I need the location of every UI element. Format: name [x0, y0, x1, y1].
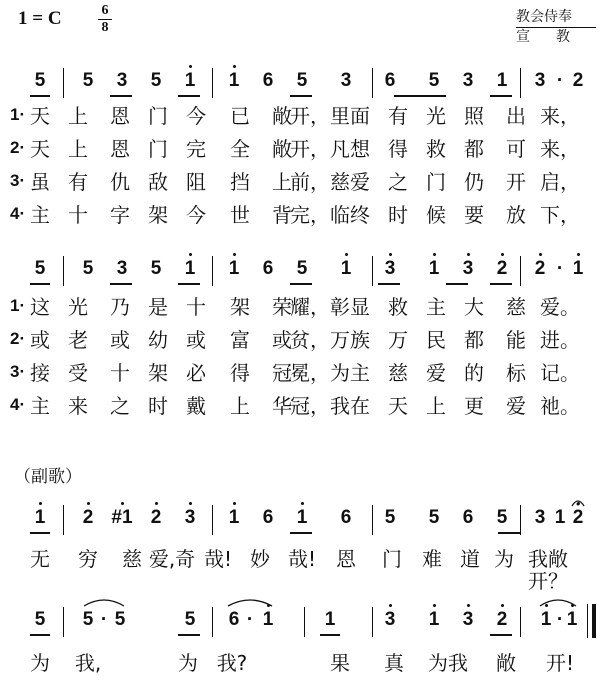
- lyric-char: 字: [110, 203, 130, 227]
- lyric-char: 华: [272, 394, 292, 418]
- lyric-char: 照: [464, 104, 484, 128]
- section3-note-9: 5: [384, 507, 396, 528]
- lyric-char: 的: [464, 361, 484, 385]
- lyric-char: 前，慈: [290, 170, 350, 194]
- lyric-char: 开，凡: [290, 137, 350, 161]
- lyric-char: 更: [464, 394, 484, 418]
- lyric-char: 贫，万: [290, 328, 350, 352]
- section3-note-5: 1: [228, 507, 240, 528]
- lyric-char: 门: [148, 104, 168, 128]
- lyric-char: 敞: [272, 104, 292, 128]
- meter-bottom: 8: [101, 20, 109, 35]
- lyric-char: 开，里: [290, 104, 350, 128]
- section2-note-9: 3: [384, 258, 396, 279]
- lyric-char: 冠: [272, 361, 292, 385]
- lyric-char: 架: [230, 295, 250, 319]
- verse-number: 2·: [10, 329, 26, 348]
- refrain-lyric: 为: [494, 547, 514, 571]
- lyric-char: 上: [230, 394, 250, 418]
- refrain-label: （副歌）: [14, 467, 82, 487]
- lyric-char: 天: [388, 394, 408, 418]
- lyric-char: 天: [30, 104, 50, 128]
- lyric-char: 敞: [272, 137, 292, 161]
- refrain-lyric: 难: [422, 547, 442, 571]
- refrain-lyric: 妙: [250, 547, 270, 571]
- final-lyric: 真: [384, 651, 404, 675]
- verse-number: 3·: [10, 171, 26, 190]
- section3-note-2: #1: [111, 507, 133, 528]
- lyric-char: 启，: [540, 170, 580, 194]
- lyric-char: 时: [148, 394, 168, 418]
- section4-note-12: 2: [496, 609, 508, 630]
- lyric-char: 终: [350, 203, 370, 227]
- section3-note-10: 5: [428, 507, 440, 528]
- lyric-char: 架: [148, 361, 168, 385]
- lyric-char: 或: [186, 328, 206, 352]
- lyric-char: 上: [68, 104, 88, 128]
- final-lyric: 为我: [428, 651, 468, 675]
- tie-section4-2: [228, 600, 272, 606]
- refrain-lyric: 爱,奇: [148, 547, 196, 571]
- lyric-char: 有: [68, 170, 88, 194]
- section4-note-8: 1: [324, 609, 336, 630]
- lyric-char: 完: [186, 137, 206, 161]
- lyric-char: 得: [230, 361, 250, 385]
- credit-bottom: 宣教: [516, 29, 596, 45]
- lyric-char: 今: [186, 104, 206, 128]
- refrain-lyric: 哉!: [287, 547, 317, 571]
- lyric-char: 或: [272, 328, 292, 352]
- section2-note-0: 5: [34, 258, 46, 279]
- refrain-lyric: 我敞开？: [528, 547, 568, 593]
- section3-note-11: 6: [462, 507, 474, 528]
- section1-note-1: 5: [82, 70, 94, 91]
- lyric-char: 爱: [350, 170, 370, 194]
- lyric-char: 主: [426, 295, 446, 319]
- section1-note-9: 6: [384, 70, 396, 91]
- lyric-char: 恩: [110, 104, 130, 128]
- lyric-char: 大: [464, 295, 484, 319]
- section2-note-14: ·: [556, 258, 564, 279]
- lyric-char: 之: [110, 394, 130, 418]
- lyric-char: 必: [186, 361, 206, 385]
- section4-note-0: 5: [34, 609, 46, 630]
- lyric-char: 仍: [464, 170, 484, 194]
- lyric-char: 记。: [540, 361, 580, 385]
- lyric-char: 爱: [506, 394, 526, 418]
- section2-note-13: 2: [534, 258, 546, 279]
- section2-note-6: 6: [262, 258, 274, 279]
- lyric-char: 荣: [272, 295, 292, 319]
- lyric-char: 富: [230, 328, 250, 352]
- lyric-char: 今: [186, 203, 206, 227]
- section1-note-0: 5: [34, 70, 46, 91]
- section2-note-12: 2: [496, 258, 508, 279]
- verse-number: 1·: [10, 105, 26, 124]
- final-lyric: 我,: [74, 651, 102, 675]
- tie-section4-1: [84, 600, 124, 606]
- verse-number: 3·: [10, 362, 26, 381]
- lyric-char: 上: [68, 137, 88, 161]
- lyric-char: 开: [506, 170, 526, 194]
- section4-note-3: 5: [114, 609, 126, 630]
- lyric-char: 救: [426, 137, 446, 161]
- lyric-char: 已: [230, 104, 250, 128]
- final-lyric: 开!: [545, 651, 575, 675]
- lyric-char: 有: [388, 104, 408, 128]
- refrain-lyric: 慈: [122, 547, 142, 571]
- lyric-char: 接: [30, 361, 50, 385]
- lyric-char: 主: [30, 394, 50, 418]
- lyric-char: 这: [30, 295, 50, 319]
- lyric-char: 光: [426, 104, 446, 128]
- section3-note-1: 2: [82, 507, 94, 528]
- section3-note-12: 5: [496, 507, 508, 528]
- section1-note-7: 5: [296, 70, 308, 91]
- lyric-char: 老: [68, 328, 88, 352]
- lyric-char: 是: [148, 295, 168, 319]
- lyric-char: 主: [350, 361, 370, 385]
- section3-note-0: 1: [34, 507, 46, 528]
- refrain-lyric: 恩: [336, 547, 356, 571]
- section3-note-13: 3: [534, 507, 546, 528]
- section4-note-7: 1: [262, 609, 274, 630]
- section1-note-10: 5: [428, 70, 440, 91]
- lyric-char: 门: [148, 137, 168, 161]
- lyric-char: 主: [30, 203, 50, 227]
- section2-note-10: 1: [428, 258, 440, 279]
- lyric-char: 恩: [110, 137, 130, 161]
- final-lyric: 为: [178, 651, 198, 675]
- lyric-char: 都: [464, 137, 484, 161]
- refrain-lyric: 门: [382, 547, 402, 571]
- lyric-char: 万: [388, 328, 408, 352]
- section3-note-8: 6: [340, 507, 352, 528]
- lyric-char: 十: [110, 361, 130, 385]
- lyric-char: 架: [148, 203, 168, 227]
- lyric-char: 显: [350, 295, 370, 319]
- lyric-char: 上: [426, 394, 446, 418]
- section2-note-7: 5: [296, 258, 308, 279]
- lyric-char: 耀，彰: [290, 295, 350, 319]
- lyric-char: 要: [464, 203, 484, 227]
- section2-note-2: 3: [116, 258, 128, 279]
- lyric-char: 敌: [148, 170, 168, 194]
- lyric-char: 挡: [230, 170, 250, 194]
- fermata-dot: [577, 503, 580, 506]
- lyric-char: 下，: [540, 203, 580, 227]
- lyric-char: 完，临: [290, 203, 350, 227]
- section2-note-8: 1: [340, 258, 352, 279]
- lyric-char: 进。: [540, 328, 580, 352]
- lyric-char: 十: [68, 203, 88, 227]
- section3-note-15: 2: [572, 507, 584, 528]
- lyric-char: 标: [506, 361, 526, 385]
- section1-note-2: 3: [116, 70, 128, 91]
- lyric-char: 来，: [540, 137, 580, 161]
- verse-number: 4·: [10, 395, 26, 414]
- lyric-char: 虽: [30, 170, 50, 194]
- section2-note-5: 1: [228, 258, 240, 279]
- meter-top: 6: [101, 3, 109, 18]
- lyric-char: 候: [426, 203, 446, 227]
- section2-note-3: 5: [150, 258, 162, 279]
- lyric-char: 爱。: [540, 295, 580, 319]
- refrain-lyric: 无: [30, 547, 50, 571]
- lyric-char: 祂。: [540, 394, 580, 418]
- final-lyric: 果: [330, 651, 350, 675]
- section4-note-14: ·: [556, 609, 564, 630]
- refrain-lyric: 哉!: [203, 547, 233, 571]
- section1-note-4: 1: [184, 70, 196, 91]
- verse-number: 1·: [10, 296, 26, 315]
- section1-note-13: 3: [534, 70, 546, 91]
- lyric-char: 冕，为: [290, 361, 350, 385]
- lyric-char: 来，: [540, 104, 580, 128]
- key-signature: 1 = C: [18, 8, 62, 29]
- lyric-char: 或: [110, 328, 130, 352]
- section2-note-4: 1: [184, 258, 196, 279]
- lyric-char: 在: [350, 394, 370, 418]
- lyric-char: 门: [426, 170, 446, 194]
- lyric-char: 世: [230, 203, 250, 227]
- section4-note-9: 3: [384, 609, 396, 630]
- section4-note-5: 6: [228, 609, 240, 630]
- lyric-char: 上: [272, 170, 292, 194]
- credit-top: 教会侍奉: [516, 8, 596, 28]
- lyric-char: 想: [350, 137, 370, 161]
- section4-note-11: 3: [462, 609, 474, 630]
- lyric-char: 阻: [186, 170, 206, 194]
- lyric-char: 可: [506, 137, 526, 161]
- section4-note-1: 5: [82, 609, 94, 630]
- section4-note-15: 1: [566, 609, 578, 630]
- lyric-char: 时: [388, 203, 408, 227]
- lyric-char: 能: [506, 328, 526, 352]
- lyric-char: 或: [30, 328, 50, 352]
- lyric-char: 光: [68, 295, 88, 319]
- section3-note-6: 6: [262, 507, 274, 528]
- lyric-char: 救: [388, 295, 408, 319]
- section4-note-4: 5: [184, 609, 196, 630]
- lyric-char: 全: [230, 137, 250, 161]
- section1-note-15: 2: [572, 70, 584, 91]
- final-lyric: 为: [30, 651, 50, 675]
- section4-note-2: ·: [100, 609, 108, 630]
- section4-note-10: 1: [428, 609, 440, 630]
- lyric-char: 之: [388, 170, 408, 194]
- section4-note-13: 1: [540, 609, 552, 630]
- lyric-char: 爱: [426, 361, 446, 385]
- lyric-char: 戴: [186, 394, 206, 418]
- lyric-char: 放: [506, 203, 526, 227]
- section3-note-3: 2: [150, 507, 162, 528]
- section4-note-6: ·: [246, 609, 254, 630]
- lyric-char: 冠，我: [290, 394, 350, 418]
- section3-note-4: 3: [184, 507, 196, 528]
- lyric-char: 背: [272, 203, 292, 227]
- section1-note-6: 6: [262, 70, 274, 91]
- lyric-char: 幼: [148, 328, 168, 352]
- final-lyric: 敞: [496, 651, 516, 675]
- lyric-char: 都: [464, 328, 484, 352]
- lyric-char: 仇: [110, 170, 130, 194]
- section2-note-11: 3: [462, 258, 474, 279]
- lyric-char: 族: [350, 328, 370, 352]
- section1-note-12: 1: [496, 70, 508, 91]
- lyric-char: 来: [68, 394, 88, 418]
- lyric-char: 天: [30, 137, 50, 161]
- section3-note-14: 1: [554, 507, 566, 528]
- section1-note-5: 1: [228, 70, 240, 91]
- lyric-char: 乃: [110, 295, 130, 319]
- lyric-char: 民: [426, 328, 446, 352]
- section3-note-7: 1: [296, 507, 308, 528]
- lyric-char: 面: [350, 104, 370, 128]
- refrain-lyric: 道: [460, 547, 480, 571]
- lyric-char: 出: [506, 104, 526, 128]
- section2-note-15: 1: [572, 258, 584, 279]
- tie-section4-3: [540, 600, 576, 606]
- verse-number: 2·: [10, 138, 26, 157]
- lyric-char: 得: [388, 137, 408, 161]
- lyric-char: 受: [68, 361, 88, 385]
- final-lyric: 我?: [216, 651, 248, 675]
- refrain-lyric: 穷: [78, 547, 98, 571]
- section1-note-11: 3: [462, 70, 474, 91]
- lyric-char: 慈: [506, 295, 526, 319]
- section1-note-8: 3: [340, 70, 352, 91]
- lyric-char: 十: [186, 295, 206, 319]
- section1-note-14: ·: [556, 70, 564, 91]
- section2-note-1: 5: [82, 258, 94, 279]
- section1-note-3: 5: [150, 70, 162, 91]
- verse-number: 4·: [10, 204, 26, 223]
- lyric-char: 慈: [388, 361, 408, 385]
